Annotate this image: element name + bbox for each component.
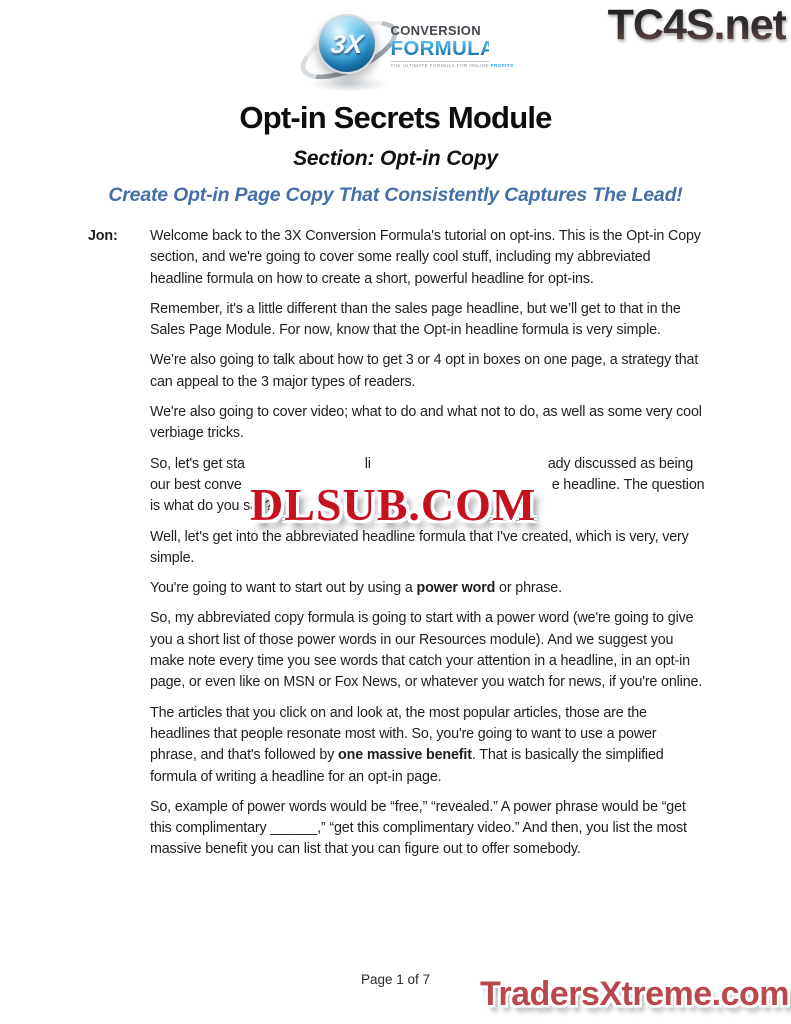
tradersxtreme-watermark: TradersXtreme.com xyxy=(480,975,789,1013)
logo-name-line1: CONVERSION xyxy=(390,23,481,38)
logo-tagline xyxy=(390,61,514,69)
logo-wordmark xyxy=(390,23,514,69)
transcript-paragraph xyxy=(150,226,706,290)
logo-tagline-main: THE ULTIMATE FORMULA FOR ONLINE xyxy=(390,63,491,69)
transcript-paragraph xyxy=(150,608,706,693)
speaker-label: Jon: xyxy=(88,228,118,244)
text-segment: ady discussed as being xyxy=(547,455,694,472)
obscured-text-gap xyxy=(245,467,365,468)
text-segment: So, let's get sta xyxy=(150,455,245,472)
text-segment: li xyxy=(364,455,371,472)
obscured-text-gap xyxy=(371,467,548,468)
transcript-paragraphs xyxy=(150,224,706,861)
transcript-paragraph xyxy=(150,703,706,788)
text-segment: The articles that you click on and look at, the most popular articles, those are the headlines that people resonate most with. So, you're going to want to use a power phrase, and that's followed by xyxy=(150,704,657,764)
text-segment: or phrase. xyxy=(495,580,562,597)
text-segment: We’re also going to talk about how to get 3 or 4 opt in boxes on one page, a strategy that can appeal to the 3 major types of readers. xyxy=(150,352,699,390)
logo-reflection xyxy=(309,76,389,92)
transcript-paragraph xyxy=(150,402,706,445)
page-title: Opt-in Secrets Module xyxy=(239,100,552,135)
tc4s-watermark: TC4S.net xyxy=(607,1,786,49)
text-segment: You're going to want to start out by using a xyxy=(150,580,417,597)
dlsub-watermark: DLSUB.COM xyxy=(250,479,537,530)
logo-name-line2: FORMULA xyxy=(390,37,496,60)
text-segment: our best conve xyxy=(150,476,242,493)
conversion-formula-logo xyxy=(303,8,514,96)
text-segment: Remember, it's a little different than the sales page headline, but we’ll get to that in the Sales Page Module. For now, know that the Opt-in headline formula is very simple. xyxy=(150,300,681,339)
transcript-paragraph xyxy=(150,527,706,570)
logo-tagline-accent: PROFITS xyxy=(490,63,514,69)
transcript xyxy=(88,224,706,870)
text-segment: . That is basically the simplified formula of writing a headline for an opt-in page. xyxy=(150,747,664,785)
transcript-line xyxy=(150,454,706,475)
text-segment: one massive benefit xyxy=(338,747,472,764)
text-segment: Welcome back to the 3X Conversion Formula's tutorial on opt-ins. This is the Opt-in Copy section, and we're going to cover some really cool stuff, including my abbreviated headline formula on how to create a short, powerful headline for opt-ins. xyxy=(150,228,701,287)
text-segment: Well, let's get into the abbreviated headline formula that I've created, which is very, very simple. xyxy=(150,528,689,566)
logo-sphere-text: 3X xyxy=(329,28,365,59)
text-segment: So, example of power words would be “free,” “revealed.” A power phrase would be “get this complimentary ______,” “get this complimentary video.” And then, you list the most massive benefit you can list that you can figure out to offer somebody. xyxy=(150,798,687,858)
transcript-paragraph xyxy=(150,578,706,599)
section-heading: Section: Opt-in Copy xyxy=(293,147,498,170)
transcript-paragraph xyxy=(150,350,706,393)
text-segment: is what do you say? xyxy=(150,498,273,515)
transcript-paragraph xyxy=(150,797,706,861)
lead-subheading: Create Opt-in Page Copy That Consistently Captures The Lead! xyxy=(108,184,683,206)
text-segment: We're also going to cover video; what to do and what not to do, as well as some very cool verbiage tricks. xyxy=(150,404,702,442)
page-number: Page 1 of 7 xyxy=(360,972,431,987)
text-segment: power word xyxy=(416,580,496,597)
text-segment: So, my abbreviated copy formula is going to start with a power word (we're going to give you a short list of those power words in our Resources module). And we suggest you make note every time you see words that catch your attention in a headline, in an opt-in page, or even like on MSN or Fox News, or whatever you watch for news, if you're online. xyxy=(150,610,703,691)
transcript-paragraph xyxy=(150,299,706,342)
text-segment: e headline. The question xyxy=(551,476,705,493)
logo-3x-sphere-icon xyxy=(317,14,377,74)
